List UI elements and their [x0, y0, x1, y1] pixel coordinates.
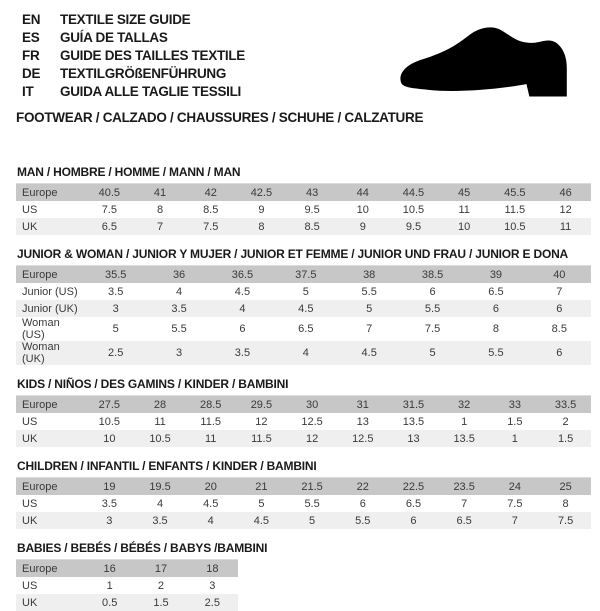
- size-value-cell: 3.5: [135, 512, 186, 529]
- size-table: [16, 183, 591, 235]
- size-value-cell: 4: [211, 300, 274, 317]
- table-row: [16, 218, 591, 235]
- size-value-cell: 37.5: [274, 266, 337, 284]
- size-value-cell: 19: [84, 478, 135, 496]
- table-title: JUNIOR & WOMAN / JUNIOR Y MUJER / JUNIOR ET FEMME / JUNIOR UND FRAU / JUNIOR E DONA: [17, 247, 569, 261]
- size-value-cell: 13: [337, 413, 388, 430]
- language-title: GUIDA ALLE TAGLIE TESSILI: [60, 84, 241, 99]
- size-value-cell: 31: [337, 396, 388, 414]
- table-row: [16, 283, 591, 300]
- size-table-section: [16, 459, 600, 529]
- size-value-cell: 10: [84, 430, 135, 447]
- size-value-cell: 9.5: [388, 218, 439, 235]
- table-row: [16, 577, 238, 594]
- size-value-cell: 11: [185, 430, 236, 447]
- size-value-cell: 2.5: [84, 341, 147, 365]
- size-table-section: [16, 377, 600, 447]
- size-table: [16, 559, 238, 611]
- size-value-cell: 27.5: [84, 396, 135, 414]
- size-value-cell: 46: [540, 184, 591, 202]
- size-value-cell: 6: [528, 300, 591, 317]
- size-value-cell: 11.5: [185, 413, 236, 430]
- size-value-cell: 6: [388, 512, 439, 529]
- size-value-cell: 3: [84, 300, 147, 317]
- language-title: GUIDE DES TAILLES TEXTILE: [60, 48, 246, 63]
- size-value-cell: 8.5: [185, 201, 236, 218]
- row-label-cell: UK: [16, 218, 84, 235]
- language-title: TEXTILE SIZE GUIDE: [60, 12, 191, 27]
- size-value-cell: 28: [135, 396, 186, 414]
- size-value-cell: 3: [187, 577, 238, 594]
- table-row: [16, 413, 591, 430]
- row-label-cell: Europe: [16, 396, 84, 414]
- size-value-cell: 36: [147, 266, 210, 284]
- size-value-cell: 9: [236, 201, 287, 218]
- size-value-cell: 3: [84, 512, 135, 529]
- size-value-cell: 6.5: [274, 317, 337, 341]
- row-label-cell: Junior (UK): [16, 300, 84, 317]
- row-label-cell: UK: [16, 512, 84, 529]
- size-value-cell: 21.5: [287, 478, 338, 496]
- size-value-cell: 6: [464, 300, 527, 317]
- size-value-cell: 10.5: [490, 218, 541, 235]
- table-row: [16, 396, 591, 414]
- size-value-cell: 4: [274, 341, 337, 365]
- size-value-cell: 8: [464, 317, 527, 341]
- size-table-section: [16, 247, 600, 365]
- size-value-cell: 10.5: [135, 430, 186, 447]
- row-label-cell: US: [16, 577, 84, 594]
- size-value-cell: 33.5: [540, 396, 591, 414]
- size-value-cell: 10: [439, 218, 490, 235]
- size-value-cell: 4: [147, 283, 210, 300]
- table-row: [16, 478, 591, 496]
- size-value-cell: 10.5: [84, 413, 135, 430]
- size-value-cell: 39: [464, 266, 527, 284]
- size-value-cell: 7.5: [84, 201, 135, 218]
- size-value-cell: 1: [490, 430, 541, 447]
- size-value-cell: 4: [135, 495, 186, 512]
- size-value-cell: 42.5: [236, 184, 287, 202]
- language-code: ES: [22, 30, 40, 45]
- size-value-cell: 0.5: [84, 594, 135, 611]
- size-table-section: [16, 165, 600, 235]
- size-value-cell: 6: [528, 341, 591, 365]
- size-value-cell: 12: [236, 413, 287, 430]
- size-value-cell: 20: [185, 478, 236, 496]
- size-value-cell: 23.5: [439, 478, 490, 496]
- row-label-cell: Woman (US): [16, 317, 84, 341]
- size-value-cell: 29.5: [236, 396, 287, 414]
- size-value-cell: 1.5: [540, 430, 591, 447]
- size-value-cell: 44.5: [388, 184, 439, 202]
- size-value-cell: 1.5: [490, 413, 541, 430]
- size-value-cell: 8.5: [528, 317, 591, 341]
- size-value-cell: 2: [135, 577, 186, 594]
- size-value-cell: 5: [274, 283, 337, 300]
- size-value-cell: 8: [135, 201, 186, 218]
- size-value-cell: 4.5: [274, 300, 337, 317]
- size-value-cell: 7: [338, 317, 401, 341]
- size-value-cell: 3.5: [84, 495, 135, 512]
- size-value-cell: 8: [540, 495, 591, 512]
- size-table: [16, 395, 591, 447]
- size-value-cell: 12: [540, 201, 591, 218]
- size-value-cell: 38: [338, 266, 401, 284]
- size-value-cell: 2: [540, 413, 591, 430]
- row-label-cell: US: [16, 495, 84, 512]
- size-value-cell: 3.5: [84, 283, 147, 300]
- size-value-cell: 7.5: [540, 512, 591, 529]
- row-label-cell: US: [16, 413, 84, 430]
- size-value-cell: 6.5: [388, 495, 439, 512]
- size-value-cell: 5.5: [338, 283, 401, 300]
- size-value-cell: 22.5: [388, 478, 439, 496]
- size-value-cell: 8: [236, 218, 287, 235]
- size-value-cell: 7: [439, 495, 490, 512]
- size-value-cell: 33: [490, 396, 541, 414]
- table-title: MAN / HOMBRE / HOMME / MANN / MAN: [17, 165, 241, 179]
- row-label-cell: Junior (US): [16, 283, 84, 300]
- size-value-cell: 45: [439, 184, 490, 202]
- size-value-cell: 5.5: [147, 317, 210, 341]
- row-label-cell: Europe: [16, 478, 84, 496]
- size-value-cell: 5: [338, 300, 401, 317]
- language-code: DE: [22, 66, 41, 81]
- size-value-cell: 28.5: [185, 396, 236, 414]
- table-row: [16, 495, 591, 512]
- dress-shoe-icon: [392, 14, 588, 110]
- table-row: [16, 594, 238, 611]
- language-code: FR: [22, 48, 40, 63]
- size-value-cell: 7.5: [185, 218, 236, 235]
- table-row: [16, 512, 591, 529]
- language-title: TEXTILGRÖßENFÜHRUNG: [60, 66, 227, 81]
- row-label-cell: Europe: [16, 266, 84, 284]
- table-title: BABIES / BEBÉS / BÉBÉS / BABYS /BAMBINI: [17, 541, 268, 555]
- size-value-cell: 12.5: [287, 413, 338, 430]
- size-value-cell: 5.5: [401, 300, 464, 317]
- size-value-cell: 10: [337, 201, 388, 218]
- size-value-cell: 12: [287, 430, 338, 447]
- size-value-cell: 1: [84, 577, 135, 594]
- size-value-cell: 5: [236, 495, 287, 512]
- size-value-cell: 31.5: [388, 396, 439, 414]
- row-label-cell: Europe: [16, 184, 84, 202]
- size-value-cell: 6.5: [464, 283, 527, 300]
- table-row: [16, 341, 591, 365]
- size-value-cell: 45.5: [490, 184, 541, 202]
- size-value-cell: 6: [337, 495, 388, 512]
- language-code: EN: [22, 12, 41, 27]
- size-value-cell: 11: [540, 218, 591, 235]
- size-value-cell: 11: [135, 413, 186, 430]
- size-value-cell: 44: [337, 184, 388, 202]
- size-value-cell: 13: [388, 430, 439, 447]
- size-value-cell: 5: [401, 341, 464, 365]
- size-value-cell: 7: [528, 283, 591, 300]
- size-value-cell: 12.5: [337, 430, 388, 447]
- size-value-cell: 16: [84, 560, 135, 578]
- language-code: IT: [22, 84, 34, 99]
- row-label-cell: US: [16, 201, 84, 218]
- size-value-cell: 38.5: [401, 266, 464, 284]
- size-value-cell: 35.5: [84, 266, 147, 284]
- size-value-cell: 21: [236, 478, 287, 496]
- size-value-cell: 9.5: [287, 201, 338, 218]
- size-value-cell: 6: [401, 283, 464, 300]
- size-value-cell: 24: [490, 478, 541, 496]
- size-value-cell: 41: [135, 184, 186, 202]
- size-value-cell: 5: [84, 317, 147, 341]
- size-value-cell: 32: [439, 396, 490, 414]
- size-value-cell: 9: [337, 218, 388, 235]
- table-row: [16, 317, 591, 341]
- category-title: FOOTWEAR / CALZADO / CHAUSSURES / SCHUHE / CALZATURE: [16, 110, 424, 125]
- size-value-cell: 7: [490, 512, 541, 529]
- size-tables: [16, 165, 600, 611]
- size-value-cell: 19.5: [135, 478, 186, 496]
- size-value-cell: 6.5: [84, 218, 135, 235]
- size-value-cell: 11.5: [490, 201, 541, 218]
- size-value-cell: 7.5: [490, 495, 541, 512]
- size-value-cell: 1: [439, 413, 490, 430]
- table-row: [16, 201, 591, 218]
- language-title: GUÍA DE TALLAS: [60, 30, 168, 45]
- row-label-cell: UK: [16, 594, 84, 611]
- size-value-cell: 43: [287, 184, 338, 202]
- table-title: KIDS / NIÑOS / DES GAMINS / KINDER / BAMBINI: [17, 377, 289, 391]
- size-value-cell: 7.5: [401, 317, 464, 341]
- size-value-cell: 18: [187, 560, 238, 578]
- size-value-cell: 5.5: [337, 512, 388, 529]
- size-value-cell: 11: [439, 201, 490, 218]
- size-value-cell: 13.5: [439, 430, 490, 447]
- table-row: [16, 430, 591, 447]
- size-value-cell: 17: [135, 560, 186, 578]
- size-value-cell: 4: [185, 512, 236, 529]
- size-value-cell: 10.5: [388, 201, 439, 218]
- size-value-cell: 6: [211, 317, 274, 341]
- size-value-cell: 2.5: [187, 594, 238, 611]
- size-value-cell: 5: [287, 512, 338, 529]
- row-label-cell: Woman (UK): [16, 341, 84, 365]
- size-value-cell: 40.5: [84, 184, 135, 202]
- size-value-cell: 22: [337, 478, 388, 496]
- table-row: [16, 184, 591, 202]
- size-value-cell: 8.5: [287, 218, 338, 235]
- size-value-cell: 3.5: [147, 300, 210, 317]
- size-value-cell: 1.5: [135, 594, 186, 611]
- row-label-cell: UK: [16, 430, 84, 447]
- size-value-cell: 5.5: [287, 495, 338, 512]
- size-value-cell: 11.5: [236, 430, 287, 447]
- size-value-cell: 4.5: [338, 341, 401, 365]
- size-value-cell: 7: [135, 218, 186, 235]
- size-value-cell: 3: [147, 341, 210, 365]
- table-row: [16, 266, 591, 284]
- table-row: [16, 560, 238, 578]
- size-value-cell: 13.5: [388, 413, 439, 430]
- size-value-cell: 40: [528, 266, 591, 284]
- size-table: [16, 477, 591, 529]
- size-value-cell: 4.5: [185, 495, 236, 512]
- size-value-cell: 25: [540, 478, 591, 496]
- size-value-cell: 5.5: [464, 341, 527, 365]
- size-value-cell: 3.5: [211, 341, 274, 365]
- size-value-cell: 6.5: [439, 512, 490, 529]
- size-value-cell: 30: [287, 396, 338, 414]
- size-value-cell: 4.5: [236, 512, 287, 529]
- row-label-cell: Europe: [16, 560, 84, 578]
- size-table: [16, 265, 591, 365]
- size-value-cell: 4.5: [211, 283, 274, 300]
- size-value-cell: 42: [185, 184, 236, 202]
- size-table-section: [16, 541, 600, 611]
- table-title: CHILDREN / INFANTIL / ENFANTS / KINDER / BAMBINI: [17, 459, 317, 473]
- size-value-cell: 36.5: [211, 266, 274, 284]
- table-row: [16, 300, 591, 317]
